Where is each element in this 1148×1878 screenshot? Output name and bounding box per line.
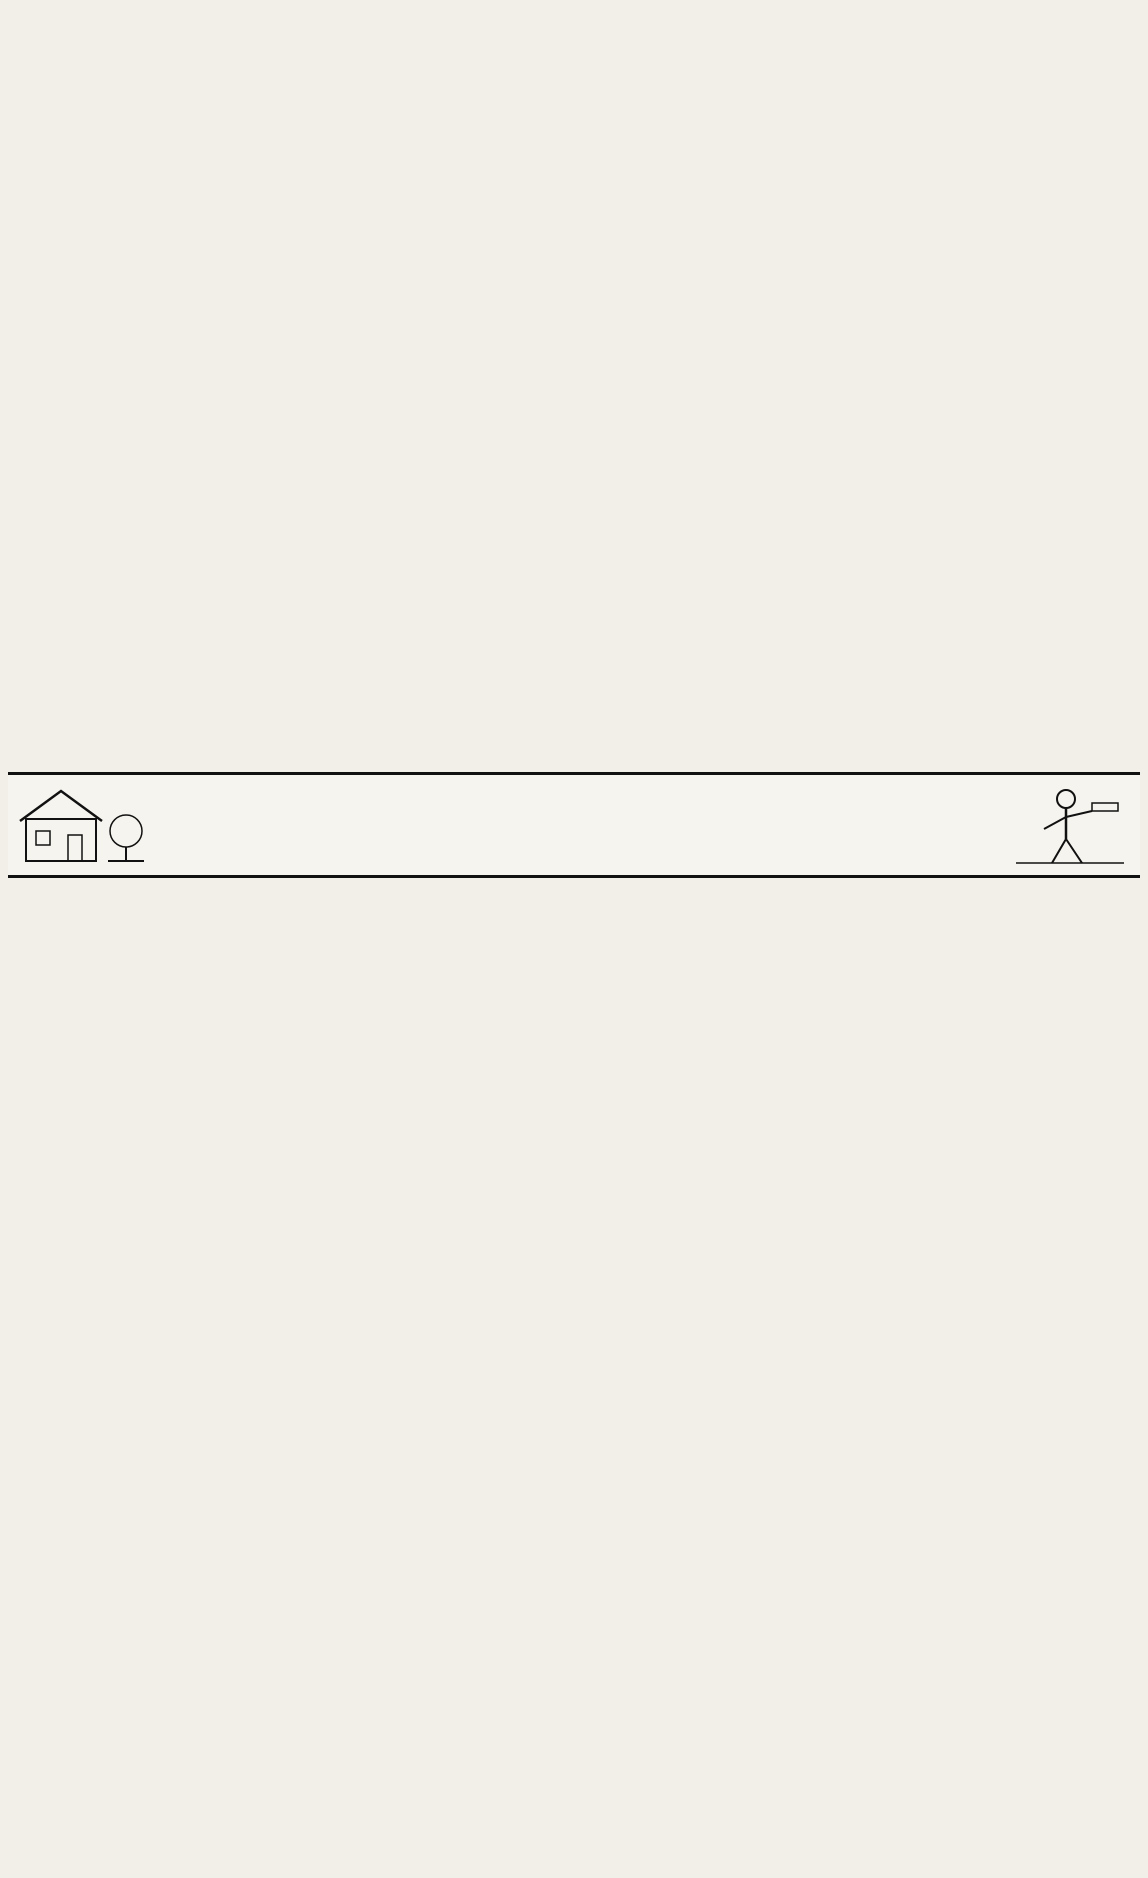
handyman-illustration-icon [996,781,1136,867]
home-service-guide-banner [8,772,1140,878]
house-illustration-icon [12,781,152,867]
service-guide-columns [8,880,1140,1865]
classifieds-top [8,20,1140,770]
